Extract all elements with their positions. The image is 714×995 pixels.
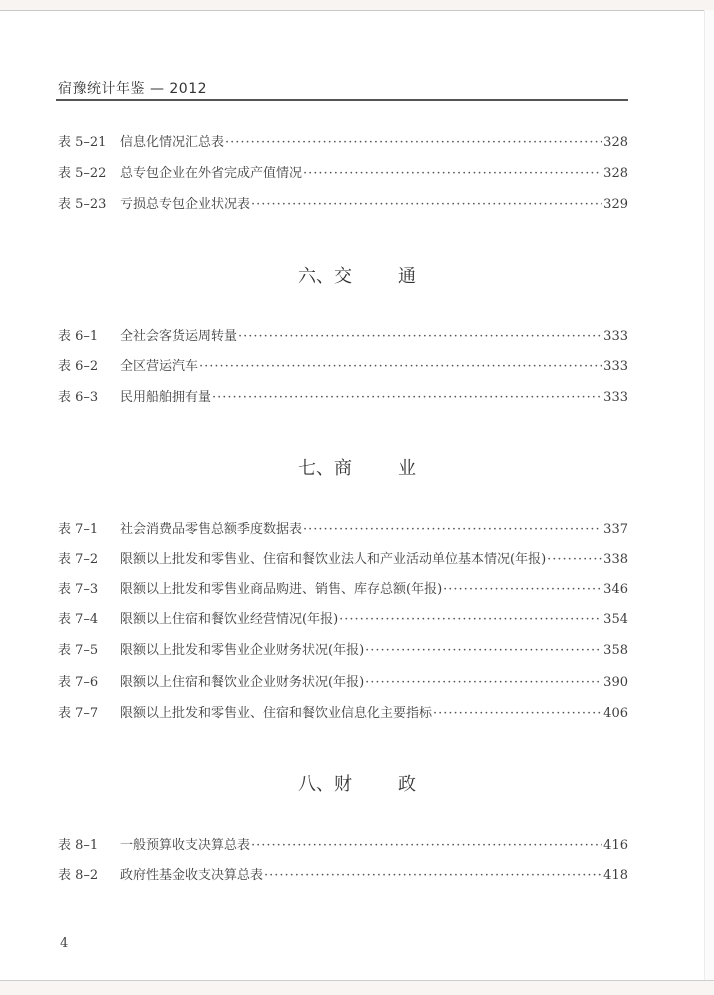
section-heading-prefix: 六、交 [298,266,352,287]
scan-edge-top [0,0,714,11]
entry-title: 限额以上批发和零售业、住宿和餐饮业信息化主要指标 [120,706,433,721]
toc-entry[interactable] [58,866,628,886]
table-number: 表 6–2 [58,359,99,374]
toc-entry[interactable] [58,327,628,347]
scan-edge-bottom [0,980,714,995]
entry-title: 政府性基金收支决算总表 [120,868,264,883]
page-number: 4 [60,936,69,951]
table-number: 表 7–5 [58,643,99,658]
entry-title: 全区营运汽车 [120,359,199,374]
table-number: 表 5–22 [58,166,107,181]
section-heading-end: 业 [398,458,416,479]
entry-title: 信息化情况汇总表 [120,135,225,150]
dot-leader [225,133,602,153]
table-number: 表 8–2 [58,868,99,883]
page-ref: 328 [603,166,628,181]
dot-leader [443,580,602,600]
toc-entry[interactable] [58,388,628,408]
page-ref: 354 [603,612,628,627]
page-ref: 358 [603,643,628,658]
section-heading-prefix: 七、商 [298,458,352,479]
table-number: 表 7–6 [58,675,99,690]
dot-leader [212,388,602,408]
section-heading-end: 通 [398,266,416,287]
page-ref: 337 [603,522,628,537]
toc-entry[interactable] [58,673,628,693]
toc-entry[interactable] [58,704,628,724]
page-ref: 333 [603,329,628,344]
entry-title: 民用船舶拥有量 [120,390,212,405]
dot-leader [303,520,602,540]
dot-leader [264,866,602,886]
table-number: 表 7–3 [58,582,99,597]
entry-title: 限额以上批发和零售业商品购进、销售、库存总额(年报) [120,582,443,597]
toc-entry[interactable] [58,195,628,215]
page-ref: 406 [603,706,628,721]
table-number: 表 7–1 [58,522,99,537]
dot-leader [547,550,602,570]
table-number: 表 5–23 [58,197,107,212]
page-ref: 416 [603,838,628,853]
dot-leader [365,673,602,693]
dot-leader [339,610,602,630]
dot-leader [303,164,602,184]
page-ref: 333 [603,359,628,374]
toc-entry[interactable] [58,580,628,600]
toc-entry[interactable] [58,550,628,570]
entry-title: 限额以上住宿和餐饮业经营情况(年报) [120,612,339,627]
toc-entry[interactable] [58,520,628,540]
dot-leader [199,357,602,377]
toc-entry[interactable] [58,641,628,661]
page-ref: 338 [603,552,628,567]
section-heading-transport [0,262,714,288]
page-ref: 333 [603,390,628,405]
entry-title: 亏损总专包企业状况表 [120,197,251,212]
dot-leader [433,704,602,724]
page-ref: 328 [603,135,628,150]
section-heading-end: 政 [398,774,416,795]
entry-title: 限额以上住宿和餐饮业企业财务状况(年报) [120,675,365,690]
table-number: 表 7–4 [58,612,99,627]
page-ref: 346 [603,582,628,597]
entry-title: 限额以上批发和零售业、住宿和餐饮业法人和产业活动单位基本情况(年报) [120,552,547,567]
header-rule [56,99,628,101]
dot-leader [251,195,602,215]
toc-entry[interactable] [58,836,628,856]
table-number: 表 7–2 [58,552,99,567]
section-heading-commerce [0,454,714,480]
table-number: 表 8–1 [58,838,99,853]
page-ref: 418 [603,868,628,883]
entry-title: 全社会客货运周转量 [120,329,238,344]
table-number: 表 7–7 [58,706,99,721]
table-number: 表 6–1 [58,329,99,344]
section-heading-prefix: 八、财 [298,774,352,795]
section-heading-finance [0,770,714,796]
entry-title: 限额以上批发和零售业企业财务状况(年报) [120,643,365,658]
toc-entry[interactable] [58,357,628,377]
entry-title: 一般预算收支决算总表 [120,838,251,853]
running-head: 宿豫统计年鉴 — 2012 [58,81,208,97]
dot-leader [365,641,602,661]
dot-leader [238,327,602,347]
page-ref: 390 [603,675,628,690]
page-ref: 329 [603,197,628,212]
dot-leader [251,836,602,856]
table-number: 表 6–3 [58,390,99,405]
entry-title: 社会消费品零售总额季度数据表 [120,522,303,537]
toc-entry[interactable] [58,133,628,153]
scan-edge-right [704,10,714,980]
toc-entry[interactable] [58,610,628,630]
table-number: 表 5–21 [58,135,107,150]
toc-entry[interactable] [58,164,628,184]
entry-title: 总专包企业在外省完成产值情况 [120,166,303,181]
